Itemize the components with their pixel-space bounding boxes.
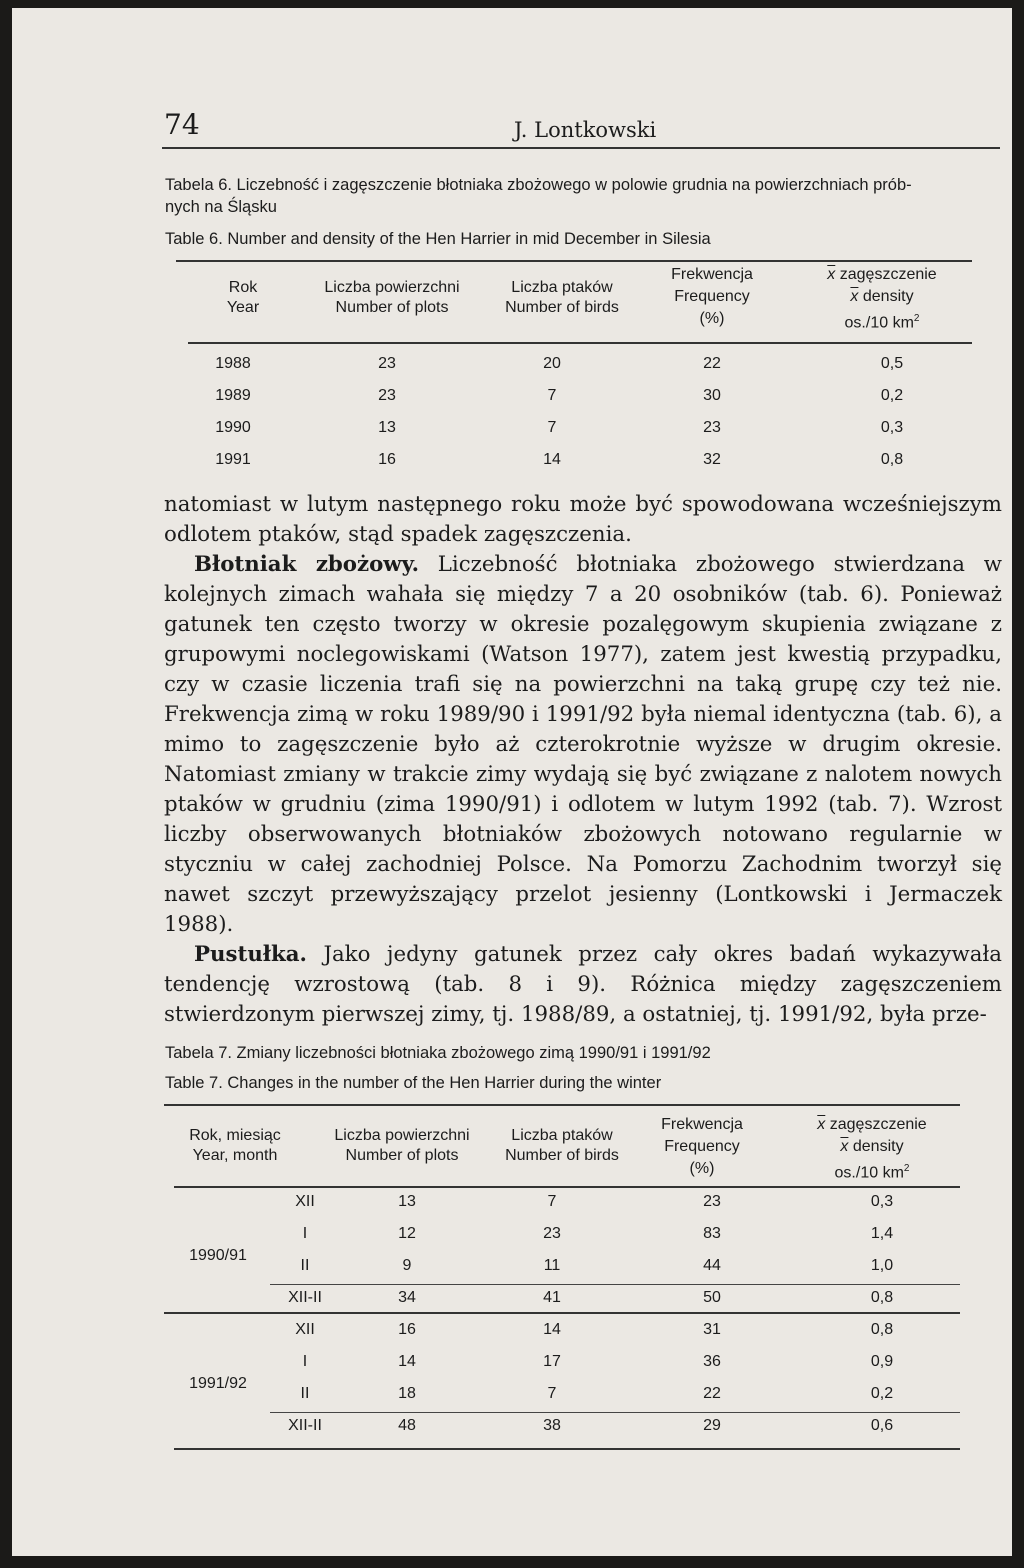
table6-top-rule [176, 260, 972, 262]
table7-cell-density: 0,8 [870, 1289, 894, 1306]
table7-cell-density: 0,9 [870, 1353, 894, 1370]
t6-dens-pl: zagęszczenie [839, 266, 937, 283]
running-header [162, 102, 1000, 149]
table6-cell-density: 0,8 [880, 451, 904, 468]
table6-caption-line2: nych na Śląsku [165, 198, 277, 216]
paragraph-1: natomiast w lutym następnego roku może być spowodowana wcześniejszym odlotem ptaków, stąd spadek zagęszczenia. [164, 492, 1002, 547]
t7-freq-unit: (%) [689, 1160, 715, 1177]
table6-caption-pl [165, 174, 912, 218]
table6-cell-freq: 32 [703, 451, 721, 468]
table7-cell-season: 1991/92 [189, 1375, 247, 1392]
table6-cell-year: 1990 [215, 419, 251, 436]
table7-cell-density: 0,3 [870, 1193, 894, 1210]
table7-cell-density: 0,8 [870, 1321, 894, 1338]
t7-dens-en: density [852, 1138, 904, 1155]
table7-cell-birds: 23 [543, 1225, 561, 1242]
table7-cell-month: XII [295, 1193, 315, 1210]
table7-cell-month: XII-II [288, 1417, 322, 1434]
table7-cell-plots: 16 [398, 1321, 416, 1338]
table7-group-rule [164, 1312, 960, 1314]
t7-year-en: Year, month [192, 1147, 278, 1164]
t6-plots-en: Number of plots [335, 299, 449, 316]
table7-cell-birds: 17 [543, 1353, 561, 1370]
table7-col-density [792, 1114, 952, 1184]
table7-cell-density: 0,6 [870, 1417, 894, 1434]
table6-cell-freq: 22 [703, 355, 721, 372]
t6-year-en: Year [226, 299, 260, 316]
table6-cell-density: 0,5 [880, 355, 904, 372]
table7-cell-freq: 29 [703, 1417, 721, 1434]
t7-x-mean-symbol: $\overline{x}$ [817, 1116, 826, 1133]
page [12, 8, 1012, 1556]
t7-dens-unit-line: os./10 $km^2$ [834, 1163, 910, 1182]
table6-cell-density: 0,2 [880, 387, 904, 404]
table6-cell-freq: 23 [703, 419, 721, 436]
table7-cell-freq: 50 [703, 1289, 721, 1306]
paragraph-2 [164, 550, 1002, 940]
table7-cell-birds: 41 [543, 1289, 561, 1306]
table7-cell-plots: 9 [402, 1257, 412, 1274]
table7-subtotal-rule [270, 1284, 960, 1285]
table7-cell-freq: 83 [703, 1225, 721, 1242]
t6-dens-unit-line: os./10 $km^2$ [844, 313, 920, 332]
table6-cell-birds: 14 [543, 451, 561, 468]
paragraph-2-text: Liczebność błotniaka zbożowego stwierdzana w kolejnych zimach wahała się między 7 a 20 osobników (tab. 6). Ponieważ gatunek ten często tworzy w okresie pozalęgowym skupienia związane z grupowymi noclegowiskami (Watson 1977), zatem jest kwestią przypadku, czy w czasie liczenia trafi się na powierzchni na taką grupę czy też nie. Frekwencja zimą w roku 1989/90 i 1991/92 była niemal identyczna (tab. 6), a mimo to zagęszczenie było aż czterokrotnie wyższe w drugim okresie. Natomiast zmiany w trakcie zimy wydają się być związane z nalotem nowych ptaków w grudniu (zima 1990/91) i odlotem w lutym 1992 (tab. 7). Wzrost liczby obserwowanych błotniaków zbożowych notowano regularnie w styczniu w całej zachodniej Polsce. Na Pomorzu Zachodnim tworzył się nawet szczyt przewyższający przelot jesienny (Lontkowski i Jermaczek 1988). [164, 552, 1002, 937]
t7-freq-en: Frequency [664, 1138, 740, 1155]
paragraph-2-heading: Błotniak zbożowy. [194, 552, 419, 577]
table7-cell-plots: 12 [398, 1225, 416, 1242]
body-text [164, 490, 1002, 1030]
t6-x-mean-symbol-2: $\overline{x}$ [850, 288, 859, 305]
table7-cell-birds: 38 [543, 1417, 561, 1434]
table6-col-density [802, 264, 962, 334]
table7-subtotal-rule [270, 1412, 960, 1413]
t6-dens-unit: os./10 km [844, 314, 914, 332]
page-number: 74 [164, 108, 200, 141]
table6-cell-plots: 13 [378, 419, 396, 436]
table6-cell-density: 0,3 [880, 419, 904, 436]
t7-plots-pl: Liczba powierzchni [334, 1127, 470, 1144]
table6-caption-en: Table 6. Number and density of the Hen Harrier in mid December in Silesia [165, 230, 711, 248]
table7-col-freq [632, 1114, 772, 1180]
table7-col-birds [482, 1126, 642, 1166]
t6-x-mean-symbol: $\overline{x}$ [827, 266, 836, 283]
table7-cell-birds: 11 [543, 1257, 561, 1274]
table7-cell-plots: 48 [398, 1417, 416, 1434]
t7-year-pl: Rok, miesiąc [189, 1127, 281, 1144]
running-author: J. Lontkowski [514, 118, 657, 142]
table7-cell-freq: 36 [703, 1353, 721, 1370]
t6-dens-en-line [802, 286, 962, 308]
table7-cell-birds: 14 [543, 1321, 561, 1338]
table6-col-birds [482, 278, 642, 318]
table7-cell-density: 1,0 [870, 1257, 894, 1274]
table7-cell-freq: 23 [703, 1193, 721, 1210]
table7-cell-freq: 22 [703, 1385, 721, 1402]
t7-dens-unit: os./10 km [834, 1164, 904, 1182]
paragraph-3-text: Jako jedyny gatunek przez cały okres badań wykazywała tendencję wzrostową (tab. 8 i 9). Różnica między zagęszczeniem stwierdzonym pierwszej zimy, tj. 1988/89, a ostatniej, tj. 1991/92, była prze- [164, 942, 1002, 1027]
table6-cell-birds: 7 [547, 419, 557, 436]
table6-cell-plots: 23 [378, 355, 396, 372]
t6-year-pl: Rok [228, 279, 258, 296]
t6-dens-pl-line [802, 264, 962, 286]
table7-col-plots [312, 1126, 492, 1166]
table7-cell-plots: 18 [398, 1385, 416, 1402]
table6-col-freq [642, 264, 782, 330]
table7-cell-month: II [300, 1257, 310, 1274]
table6-cell-plots: 23 [378, 387, 396, 404]
t7-dens-pl-line [792, 1114, 952, 1136]
table6-cell-birds: 7 [547, 387, 557, 404]
table7-cell-plots: 13 [398, 1193, 416, 1210]
t6-freq-unit: (%) [699, 310, 725, 327]
table7-cell-month: XII [295, 1321, 315, 1338]
t7-dens-en-line [792, 1136, 952, 1158]
table6-header-rule [188, 342, 972, 344]
table7-cell-month: I [302, 1353, 308, 1370]
t7-x-mean-symbol-2: $\overline{x}$ [840, 1138, 849, 1155]
paragraph-3 [164, 940, 1002, 1030]
table7-caption-en: Table 7. Changes in the number of the Hen Harrier during the winter [165, 1074, 662, 1092]
t7-freq-pl: Frekwencja [661, 1116, 743, 1133]
table6-col-plots [302, 278, 482, 318]
table7-header-rule [174, 1186, 960, 1188]
table6-cell-year: 1989 [215, 387, 251, 404]
table7-bottom-rule [174, 1448, 960, 1450]
table7-cell-birds: 7 [547, 1385, 557, 1402]
t6-plots-pl: Liczba powierzchni [324, 279, 460, 296]
table6-cell-year: 1991 [215, 451, 251, 468]
t7-plots-en: Number of plots [345, 1147, 459, 1164]
table7-cell-plots: 34 [398, 1289, 416, 1306]
table6-cell-birds: 20 [543, 355, 561, 372]
table7-cell-month: II [300, 1385, 310, 1402]
t6-freq-en: Frequency [674, 288, 750, 305]
table7-caption-pl: Tabela 7. Zmiany liczebności błotniaka zbożowego zimą 1990/91 i 1991/92 [165, 1044, 711, 1062]
table7-cell-freq: 31 [703, 1321, 721, 1338]
t7-birds-en: Number of birds [505, 1147, 619, 1164]
t7-dens-pl: zagęszczenie [829, 1116, 927, 1133]
table7-cell-density: 1,4 [870, 1225, 894, 1242]
table6-col-year [198, 278, 288, 318]
t6-birds-en: Number of birds [505, 299, 619, 316]
table7-cell-month: XII-II [288, 1289, 322, 1306]
table7-top-rule [164, 1104, 960, 1106]
table7-col-year [170, 1126, 300, 1166]
t6-freq-pl: Frekwencja [671, 266, 753, 283]
t7-birds-pl: Liczba ptaków [511, 1127, 613, 1144]
table7-cell-season: 1990/91 [189, 1247, 247, 1264]
t6-birds-pl: Liczba ptaków [511, 279, 613, 296]
t6-dens-en: density [862, 288, 914, 305]
table6-caption-line1: Tabela 6. Liczebność i zagęszczenie błotniaka zbożowego w polowie grudnia na powierzchniach prób- [165, 176, 912, 194]
table6-cell-plots: 16 [378, 451, 396, 468]
table7-cell-freq: 44 [703, 1257, 721, 1274]
table7-cell-birds: 7 [547, 1193, 557, 1210]
table6-cell-freq: 30 [703, 387, 721, 404]
paragraph-3-heading: Pustułka. [194, 942, 307, 967]
table7-cell-density: 0,2 [870, 1385, 894, 1402]
table7-cell-plots: 14 [398, 1353, 416, 1370]
table7-cell-month: I [302, 1225, 308, 1242]
table6-cell-year: 1988 [215, 355, 251, 372]
